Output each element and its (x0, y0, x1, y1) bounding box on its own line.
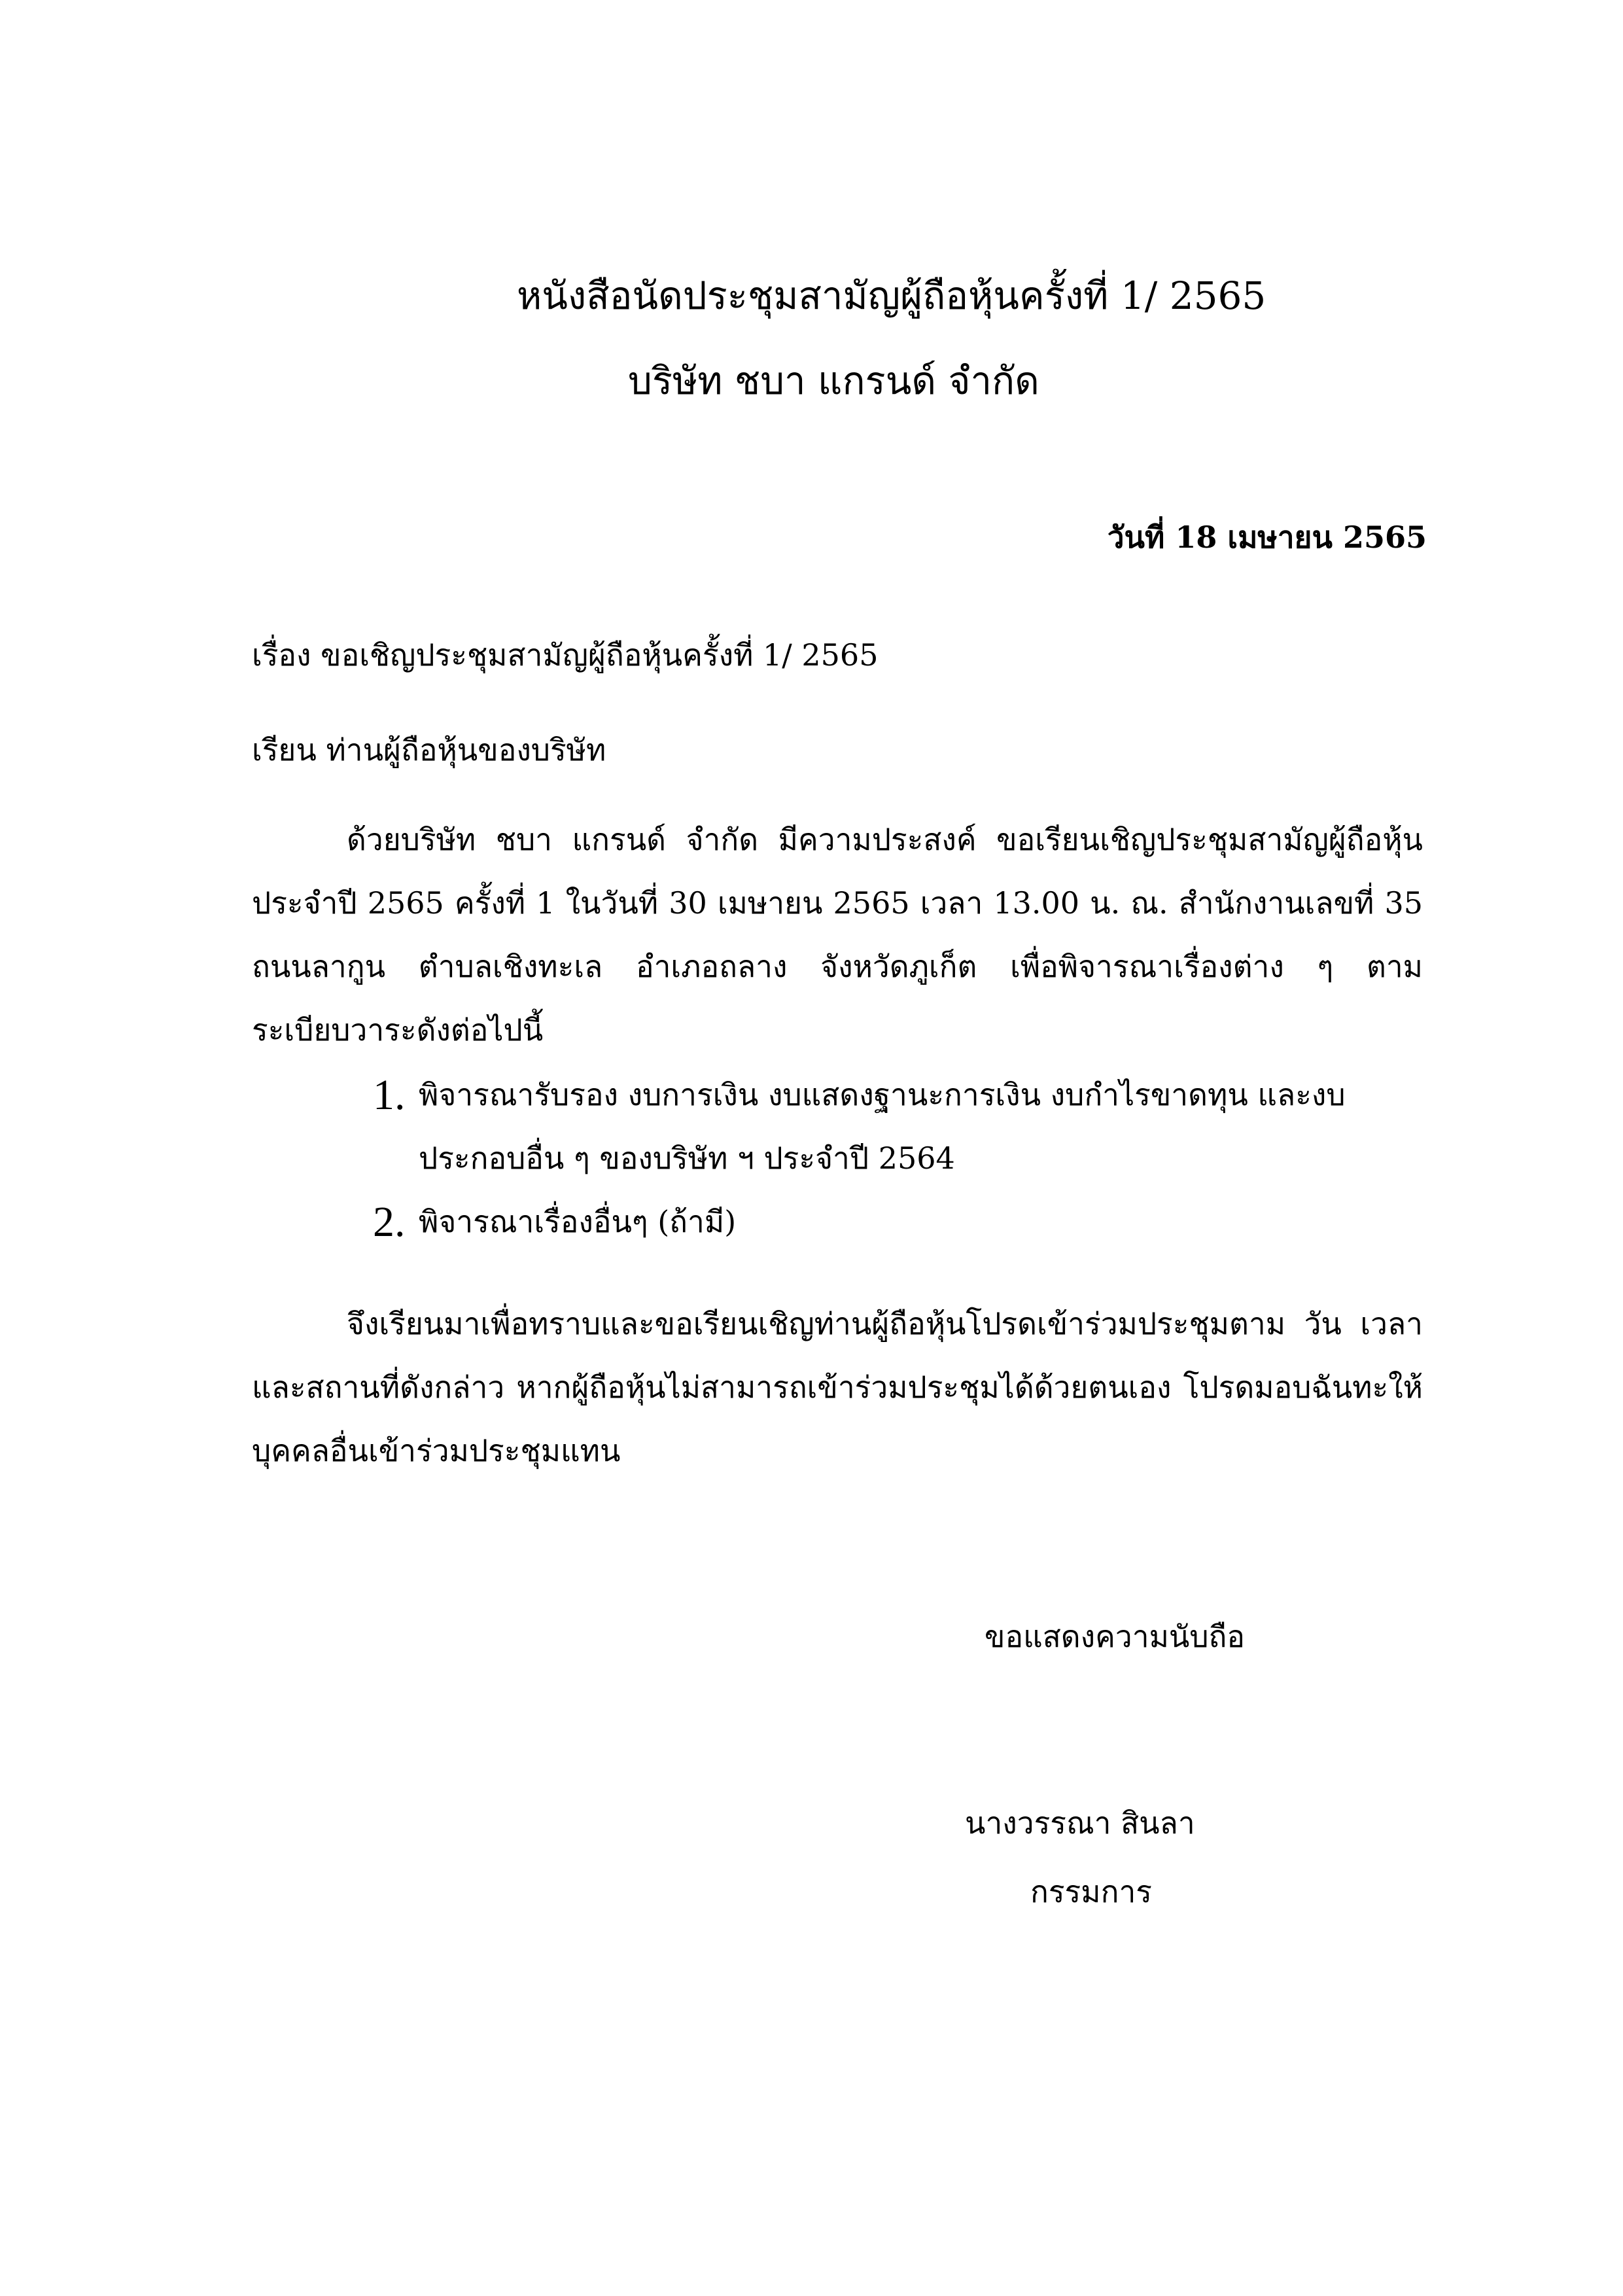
agenda-item-text: พิจารณาเรื่องอื่นๆ (ถ้ามี) (419, 1204, 737, 1239)
agenda-item-number: 2. (373, 1198, 406, 1246)
agenda-item-text: พิจารณารับรอง งบการเงิน งบแสดงฐานะการเงิน งบกำไรขาดทุน และงบประกอบอื่น ๆ ของบริษัท ฯ ประจำปี 2564 (419, 1077, 1346, 1176)
body-paragraph-request: จึงเรียนมาเพื่อทราบและขอเรียนเชิญท่านผู้ถือหุ้นโปรดเข้าร่วมประชุมตาม วัน เวลา และสถานที่ดังกล่าว หากผู้ถือหุ้นไม่สามารถเข้าร่วมประชุมได้ด้วยตนเอง โปรดมอบฉันทะให้บุคคลอื่นเข้าร่วมประชุมแทน (252, 1306, 1423, 1468)
agenda-item-number: 1. (373, 1071, 406, 1119)
document-title: หนังสือนัดประชุมสามัญผู้ถือหุ้นครั้งที่ 1/ 2565 (517, 274, 1266, 318)
agenda-item (366, 1063, 1426, 1190)
letter-subject: เรื่อง ขอเชิญประชุมสามัญผู้ถือหุ้นครั้งที่ 1/ 2565 (252, 637, 879, 673)
agenda-item (366, 1190, 1426, 1254)
company-name: บริษัท ชบา แกรนด์ จำกัด (628, 359, 1039, 403)
agenda-list (366, 1063, 1426, 1254)
signer-position: กรรมการ (1030, 1874, 1152, 1909)
letter-salutation: เรียน ท่านผู้ถือหุ้นของบริษัท (252, 732, 606, 768)
body-paragraph-invitation: ด้วยบริษัท ชบา แกรนด์ จำกัด มีความประสงค์ ขอเรียนเชิญประชุมสามัญผู้ถือหุ้นประจำปี 2565 ครั้งที่ 1 ในวันที่ 30 เมษายน 2565 เวลา 13.00 น. ณ. สำนักงานเลขที่ 35 ถนนลากูน ตำบลเชิงทะเล อำเภอถลาง จังหวัดภูเก็ต เพื่อพิจารณาเรื่องต่าง ๆ ตามระเบียบวาระดังต่อไปนี้ (252, 822, 1423, 1048)
signer-name: นางวรรณา สินลา (965, 1805, 1195, 1841)
letter-date: วันที่ 18 เมษายน 2565 (1107, 520, 1427, 555)
letter-closing: ขอแสดงความนับถือ (985, 1619, 1246, 1654)
